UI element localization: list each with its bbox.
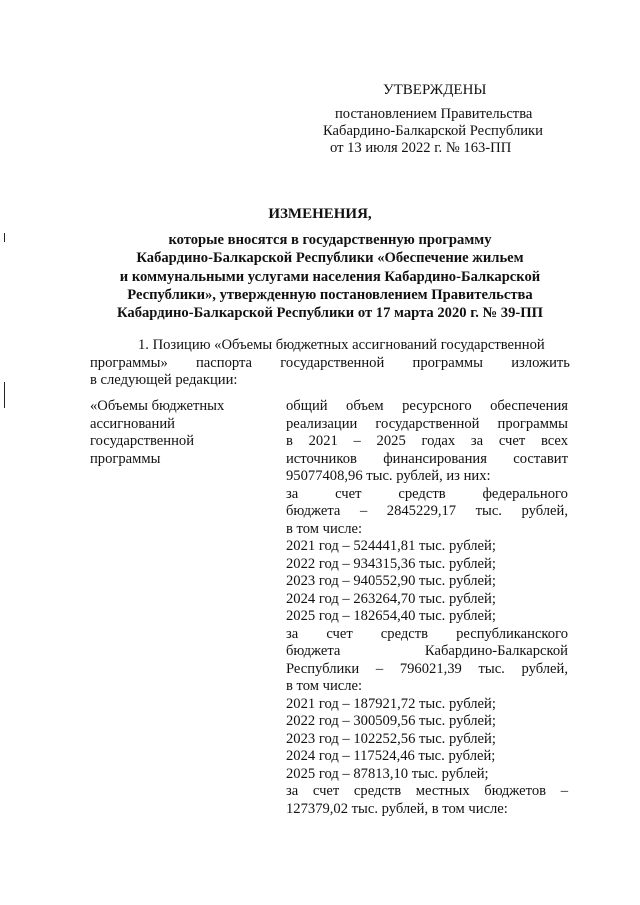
right-cell-word: – [353, 433, 361, 449]
right-cell-word: в [286, 433, 293, 449]
right-cell-word: местных [415, 783, 470, 799]
paragraph-line-1: 1. Позицию «Объемы бюджетных ассигнований государственной [138, 337, 545, 353]
right-cell-word: 2845229,17 [386, 503, 457, 519]
approval-line-3: от 13 июля 2022 г. № 163-ПП [330, 140, 512, 156]
paragraph-word: программы» [90, 354, 168, 371]
table-left-cell [90, 398, 260, 468]
right-cell-word: программы [497, 415, 568, 432]
right-cell-line [286, 398, 568, 416]
right-cell-word: за [286, 625, 299, 642]
scan-mark [4, 233, 5, 242]
right-cell-word: за [470, 433, 484, 449]
right-cell-line: 2022 год – 300509,56 тыс. рублей; [286, 713, 496, 729]
right-cell-line [286, 451, 568, 469]
paragraph-word: программы [412, 354, 483, 371]
scan-mark [4, 382, 5, 408]
right-cell-line: 2023 год – 940552,90 тыс. рублей; [286, 573, 496, 589]
paragraph-word: паспорта [196, 354, 253, 371]
right-cell-word: тыс. [478, 660, 505, 677]
right-cell-word: реализации [286, 415, 358, 432]
right-cell-line: в том числе: [286, 678, 363, 694]
right-cell-word: за [286, 783, 299, 799]
right-cell-line [286, 626, 568, 644]
right-cell-word: 2025 [376, 433, 406, 449]
right-cell-line: 127379,02 тыс. рублей, в том числе: [286, 800, 508, 817]
right-cell-line [286, 643, 568, 661]
right-cell-line [286, 661, 568, 679]
paragraph-line-2 [90, 355, 570, 373]
intro-paragraph [90, 337, 570, 390]
right-cell-line: 2021 год – 187921,72 тыс. рублей; [286, 695, 496, 712]
left-cell-line: ассигнований [90, 415, 175, 432]
right-cell-word: объем [346, 398, 384, 414]
document-title: ИЗМЕНЕНИЯ, [268, 206, 372, 222]
right-cell-word: бюджета [286, 503, 341, 519]
right-cell-word: бюджетов [484, 783, 547, 799]
right-cell-word: за [286, 485, 299, 502]
right-cell-line: 2024 год – 117524,46 тыс. рублей; [286, 748, 496, 764]
right-cell-word: 796021,39 [399, 660, 462, 677]
right-cell-line: 2022 год – 934315,36 тыс. рублей; [286, 555, 496, 572]
right-cell-word: Республики [286, 660, 360, 677]
right-cell-word: бюджета [286, 643, 341, 659]
right-cell-word: ресурсного [402, 398, 472, 414]
right-cell-word: всех [540, 433, 568, 449]
subtitle-line: Республики», утвержденную постановлением Правительства [127, 286, 533, 303]
left-cell-line: государственной [90, 433, 195, 450]
table-right-cell [286, 398, 568, 818]
right-cell-word: счет [312, 783, 340, 799]
paragraph-word: государственной [280, 354, 385, 371]
approval-heading: УТВЕРЖДЕНЫ [383, 82, 487, 98]
right-cell-line: 2025 год – 182654,40 тыс. рублей; [286, 608, 496, 624]
right-cell-word: счет [326, 625, 353, 642]
right-cell-line: 2023 год – 102252,56 тыс. рублей; [286, 730, 496, 747]
subtitle-line: Кабардино-Балкарской Республики от 17 марта 2020 г. № 39-ПП [117, 305, 543, 322]
approval-line-2: Кабардино-Балкарской Республики [323, 123, 543, 139]
right-cell-word: общий [286, 398, 328, 414]
right-cell-word: средств [353, 783, 402, 799]
left-cell-line: программы [90, 450, 161, 467]
right-cell-word: составит [513, 450, 568, 467]
right-cell-line [286, 433, 568, 451]
right-cell-word: – [375, 660, 384, 677]
right-cell-word: тыс. [475, 503, 502, 519]
left-cell-line: «Объемы бюджетных [90, 398, 225, 414]
right-cell-word: – [359, 503, 368, 519]
right-cell-line [286, 503, 568, 521]
right-cell-word: – [560, 783, 568, 799]
right-cell-word: обеспечения [490, 398, 568, 414]
right-cell-line: 2025 год – 87813,10 тыс. рублей; [286, 765, 489, 782]
right-cell-word: федерального [482, 485, 568, 502]
document-subtitle [90, 231, 570, 322]
approval-line-1: постановлением Правительства [335, 106, 533, 122]
right-cell-word: счет [335, 485, 362, 502]
right-cell-word: Кабардино-Балкарской [424, 643, 568, 659]
right-cell-word: годах [421, 433, 456, 449]
subtitle-line: и коммунальными услугами населения Кабардино-Балкарской [119, 268, 541, 285]
right-cell-line: 2024 год – 263264,70 тыс. рублей; [286, 590, 496, 607]
right-cell-line [286, 416, 568, 434]
right-cell-word: счет [498, 433, 526, 449]
right-cell-word: государственной [375, 415, 480, 432]
right-cell-word: финансирования [383, 450, 487, 467]
right-cell-word: 2021 [308, 433, 338, 449]
paragraph-word: изложить [511, 354, 570, 371]
right-cell-word: республиканского [456, 625, 568, 642]
right-cell-word: средств [380, 625, 429, 642]
right-cell-word: рублей, [521, 660, 568, 677]
subtitle-line: которые вносятся в государственную программу [168, 232, 492, 248]
right-cell-line: 95077408,96 тыс. рублей, из них: [286, 468, 491, 484]
right-cell-line [286, 486, 568, 504]
right-cell-line: в том числе: [286, 520, 363, 537]
right-cell-line [286, 783, 568, 801]
right-cell-line: 2021 год – 524441,81 тыс. рублей; [286, 538, 496, 554]
paragraph-line-3: в следующей редакции: [90, 372, 238, 389]
right-cell-word: источников [286, 450, 357, 467]
right-cell-word: средств [398, 485, 446, 502]
right-cell-word: рублей, [521, 503, 568, 519]
subtitle-line: Кабардино-Балкарской Республики «Обеспечение жильем [136, 250, 524, 267]
